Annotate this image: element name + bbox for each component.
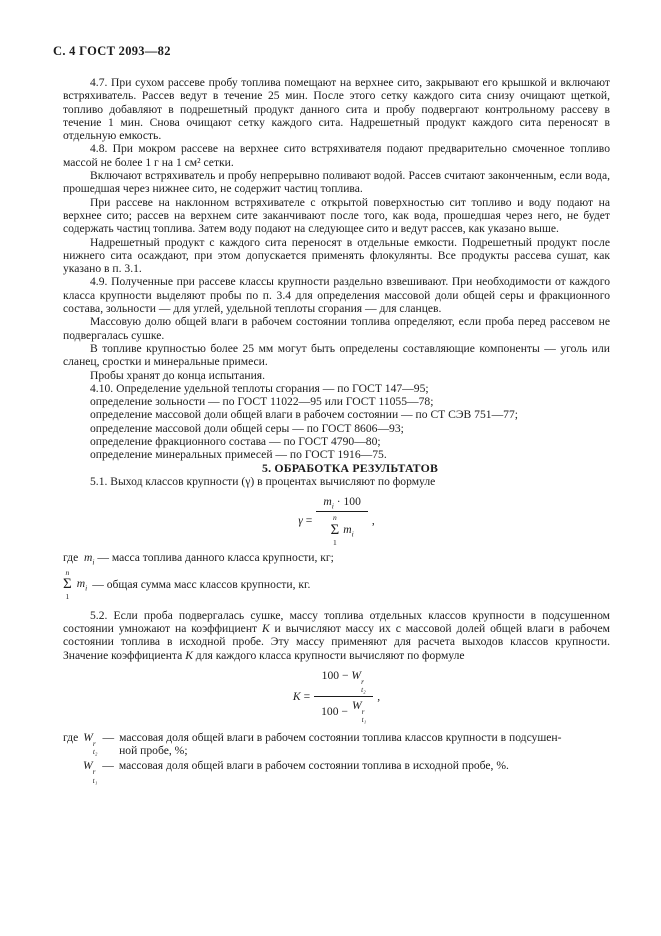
coefficient-k: К: [261, 622, 270, 636]
paragraph-4-10-item: определение фракционного состава — по ГОСТ 4790—80;: [90, 435, 381, 449]
fraction-numerator: 100 − W r t₂: [321, 669, 366, 695]
document-body: [63, 76, 610, 785]
paragraph-4-7: 4.7. При сухом рассеве пробу топлива помещают на верхнее сито, закрывают его крышкой и включают встряхиватель. Рассев ведут в течение 25 мин. После этого сетку каждого сита снизу очищают щеткой, топливо добавляют в подрешетный продукт данного сита и пробу подвергают контрольному рассеву в течение 1 мин. Снова очищают сетку каждого сита. Надрешетный продукт каждого сита переносят в отдельную емкость.: [63, 76, 610, 143]
paragraph-4-8-cont-3: Надрешетный продукт с каждого сита переносят в отдельные емкости. Подрешетный продукт после нижнего сита осаждают, при этом допускается применять флокулянты. Все продукты рассева сушат, как указано в п. 3.1.: [63, 235, 610, 276]
definition-w1: W r t₁ — массовая доля общей влаги в рабочем состоянии топлива в исходной пробе, %.: [83, 759, 610, 785]
paragraph-4-8: 4.8. При мокром рассеве на верхнее сито встряхивателя подают предварительно смоченное топливо массой не более 1 г на 1 см² сетки.: [63, 142, 610, 169]
paragraph-4-8-cont-2: При рассеве на наклонном встряхивателе с открытой поверхностью сит топливо и воду подают на верхнее сито; рассев на верхнем сите заканчивают после того, как вода, прошедшая через него, не будет содержать частиц топлива. Затем воду подают на следующее сито и ведут рассев, как указано выше.: [63, 195, 610, 236]
paragraph-5-2: 5.2. Если проба подвергалась сушке, массу топлива отдельных классов крупности в подсушенном состоянии умножают на коэффициент К и вычисляют массу их с массовой долей общей влаги в рабочем состоянии топлива в исходной пробе. Эту массу применяют для расчета выходов классов крупности. Значение коэффициента К для каждого класса крупности вычисляют по формуле: [63, 608, 610, 662]
formula-comma: ,: [371, 513, 375, 527]
w-variable: W r t₁: [83, 759, 98, 785]
coefficient-k: К: [185, 648, 193, 662]
paragraph-4-9: 4.9. Полученные при рассеве классы крупности раздельно взвешивают. При необходимости от каждого класса крупности выделяют пробы по п. 3.4 для определения массовой доли общей серы и фракционного состава, зольности — для углей, удельной теплоты сгорания — для сланцев.: [63, 275, 610, 316]
definition-sum: n Σ 1 $m_i$ — общая сумма масс классов крупности, кг.: [63, 567, 311, 602]
paragraph-5-1: 5.1. Выход классов крупности (γ) в процентах вычисляют по формуле: [90, 474, 436, 488]
paragraph-4-8-cont-1: Включают встряхиватель и пробу непрерывно поливают водой. Рассев считают законченным, если вода, прошедшая через нижнее сито, не содержит частиц топлива.: [63, 169, 610, 196]
fraction-denominator: 100 − W r t₁: [314, 696, 373, 725]
definition-text: массовая доля общей влаги в рабочем состоянии топлива классов крупности в подсушен- ной пробе, %;: [119, 730, 562, 757]
section-5-title: 5. ОБРАБОТКА РЕЗУЛЬТАТОВ: [261, 460, 439, 475]
fraction: [314, 669, 373, 725]
definition-m: где $m_i$ — масса топлива данного класса крупности, кг;: [63, 551, 334, 567]
paragraph-4-10-item: определение массовой доли общей серы — по ГОСТ 8606—93;: [90, 421, 404, 435]
paragraph-4-10-item: определение зольности — по ГОСТ 11022—95 или ГОСТ 11055—78;: [90, 395, 434, 409]
w-variable: W r t₂: [83, 730, 98, 756]
equals-sign: =: [303, 690, 311, 704]
paragraph-4-10-item: определение минеральных примесей — по ГОСТ 1916—75.: [90, 448, 387, 462]
formula-gamma: [63, 495, 610, 546]
formula-comma: ,: [377, 690, 381, 704]
paragraph-4-9-cont-3: Пробы хранят до конца испытания.: [90, 368, 266, 382]
sum-symbol: n Σ 1: [63, 567, 72, 602]
definition-text: массовая доля общей влаги в рабочем состоянии топлива в исходной пробе, %.: [118, 759, 509, 773]
paragraph-4-9-cont-1: Массовую долю общей влаги в рабочем состоянии топлива определяют, если проба перед рассевом не подвергалась сушке.: [63, 315, 610, 342]
paragraph-4-10-item: определение массовой доли общей влаги в рабочем состоянии — по СТ СЭВ 751—77;: [90, 408, 518, 422]
paragraph-4-9-cont-2: В топливе крупностью более 25 мм могут быть определены составляющие компоненты — уголь или сланец, сростки и минеральные примеси.: [63, 341, 610, 369]
page-header: С. 4 ГОСТ 2093—82: [53, 44, 171, 58]
fraction-numerator: $m_i \cdot 100$: [323, 495, 361, 511]
paragraph-4-10-item: 4.10. Определение удельной теплоты сгорания — по ГОСТ 147—95;: [90, 381, 429, 395]
equals-sign: =: [305, 513, 313, 527]
gamma-symbol: γ: [298, 513, 303, 527]
k-symbol: К: [292, 690, 301, 704]
formula-k: [63, 669, 610, 725]
definition-w2: где W r t₂ — массовая доля общей влаги в рабочем состоянии топлива классов крупности в подсушен- ной пробе, %;: [63, 731, 610, 758]
fraction-denominator: n Σ 1 $m_i$: [316, 511, 368, 546]
sum-symbol: n Σ 1: [330, 513, 340, 547]
fraction: [316, 495, 368, 546]
